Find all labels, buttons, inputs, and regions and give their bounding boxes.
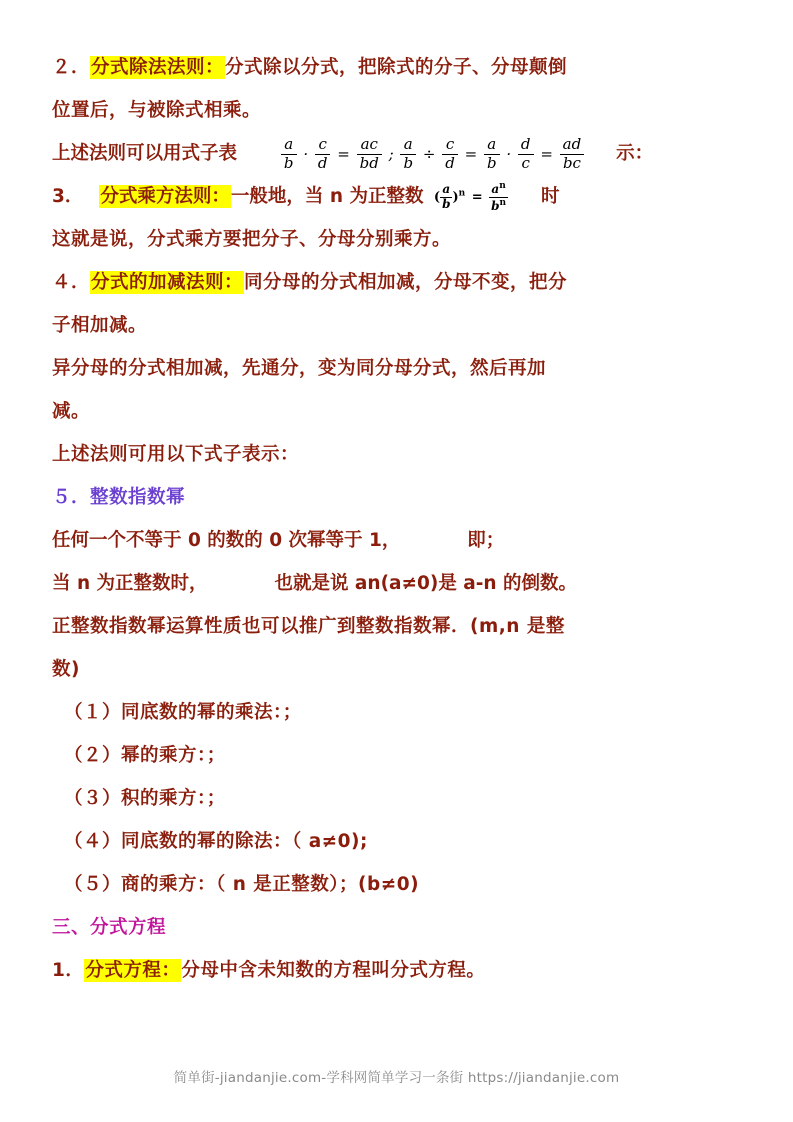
rule-4-text-part3: 异分母的分式相加减，先通分，变为同分母分式，然后再加	[52, 358, 547, 379]
property-item-5: （５）商的乘方：（ n 是正整数）；(b≠0)	[64, 874, 420, 895]
rule-3-tail: 时	[540, 186, 560, 207]
section-3-heading: 三、分式方程	[52, 917, 167, 938]
rule-2-title-highlight: 分式除法法则：	[91, 57, 225, 78]
fraction-a-over-b-3: $\frac{a}{b}$	[484, 136, 500, 172]
rule-4-formula-intro: 上述法则可用以下式子表示：	[52, 444, 300, 465]
division-rule-formula	[281, 136, 584, 172]
semicolon-icon: ;	[388, 144, 394, 163]
fraction-equation-text: 分母中含未知数的方程叫分式方程。	[181, 960, 486, 981]
negative-exponent-line	[52, 562, 741, 605]
rule-4-title-highlight: 分式的加减法则：	[91, 272, 244, 293]
rule-2-heading-line	[52, 46, 741, 89]
fraction-equation-number: 1．	[52, 960, 85, 981]
fraction-an-over-bn: $\frac{a^n}{b^n}$	[491, 180, 507, 213]
fraction-c-over-d: $\frac{c}{d}$	[315, 136, 331, 172]
property-item-3: （３）积的乘方：；	[64, 788, 226, 809]
fraction-a-over-b: $\frac{a}{b}$	[281, 136, 297, 172]
fraction-ac-over-bd: $\frac{ac}{bd}$	[357, 136, 382, 172]
property-item-1: （１）同底数的幂的乘法：；	[64, 702, 302, 723]
fraction-a-over-b-small: $\frac{a}{b}$	[442, 181, 451, 211]
zero-exponent-text: 任何一个不等于 0 的数的 0 次幂等于 1，	[52, 530, 401, 551]
page-footer: 简单街-jiandanjie.com-学科网简单学习一条街 https://jiandanjie.com	[173, 1070, 620, 1086]
divide-icon: ÷	[422, 144, 436, 163]
rule-2-text-part1: 分式除以分式，把除式的分子、分母颠倒	[225, 57, 568, 78]
negative-exponent-text-b: 也就是说 an(a≠0)是 a-n 的倒数。	[274, 573, 578, 594]
rule-4-text-part2: 子相加减。	[52, 315, 148, 336]
dot-operator-icon: ·	[303, 144, 309, 163]
equals-icon-2: =	[464, 144, 478, 163]
rule-2-text-part2: 位置后，与被除式相乘。	[52, 100, 262, 121]
property-item-2: （２）幂的乘方：；	[64, 745, 226, 766]
fraction-ad-over-bc: $\frac{ad}{bc}$	[560, 136, 585, 172]
fraction-d-over-c: $\frac{d}{c}$	[518, 136, 534, 172]
equals-icon-4: =	[471, 189, 483, 205]
integer-exponent-properties-cont: 数)	[52, 659, 80, 680]
negative-exponent-text-a: 当 n 为正整数时，	[52, 573, 208, 594]
rule-3-number: 3．	[52, 186, 84, 207]
rule-4-text: 同分母的分式相加减，分母不变，把分	[244, 272, 568, 293]
rule-3-text: 一般地，当 n 为正整数	[230, 186, 424, 207]
rule-3-heading-line	[52, 175, 741, 218]
rule-2-formula-suffix: 示：	[616, 143, 654, 164]
zero-exponent-line	[52, 519, 741, 562]
rule-3-title-highlight: 分式乘方法则：	[100, 186, 230, 207]
section-5-heading: ５．整数指数幂	[52, 487, 186, 508]
rule-4-text-part4: 减。	[52, 401, 91, 422]
fraction-equation-title-highlight: 分式方程：	[85, 960, 181, 981]
property-item-4: （４）同底数的幂的除法：（ a≠0);	[64, 831, 368, 852]
rule-4-heading-line	[52, 261, 741, 304]
rule-3-explanation: 这就是说，分式乘方要把分子、分母分别乘方。	[52, 229, 452, 250]
zero-exponent-tail: 即；	[467, 530, 505, 551]
equals-icon-3: =	[540, 144, 553, 163]
rule-2-formula-line	[52, 132, 741, 175]
rule-2-formula-prefix: 上述法则可以用式子表	[52, 143, 238, 164]
dot-operator-icon-2: ·	[506, 144, 512, 163]
fraction-a-over-b-2: $\frac{a}{b}$	[400, 136, 416, 172]
fraction-c-over-d-2: $\frac{c}{d}$	[442, 136, 458, 172]
rule-2-number: ２．	[52, 57, 91, 78]
fraction-equation-definition-line	[52, 949, 741, 992]
rule-4-number: ４．	[52, 272, 91, 293]
power-rule-formula: ( $\frac{a}{b}$ )$^n$ = $\frac{a^n}{b^n}$	[433, 180, 507, 213]
equals-icon: =	[337, 144, 350, 163]
integer-exponent-properties: 正整数指数幂运算性质也可以推广到整数指数幂．(m,n 是整	[52, 616, 565, 637]
